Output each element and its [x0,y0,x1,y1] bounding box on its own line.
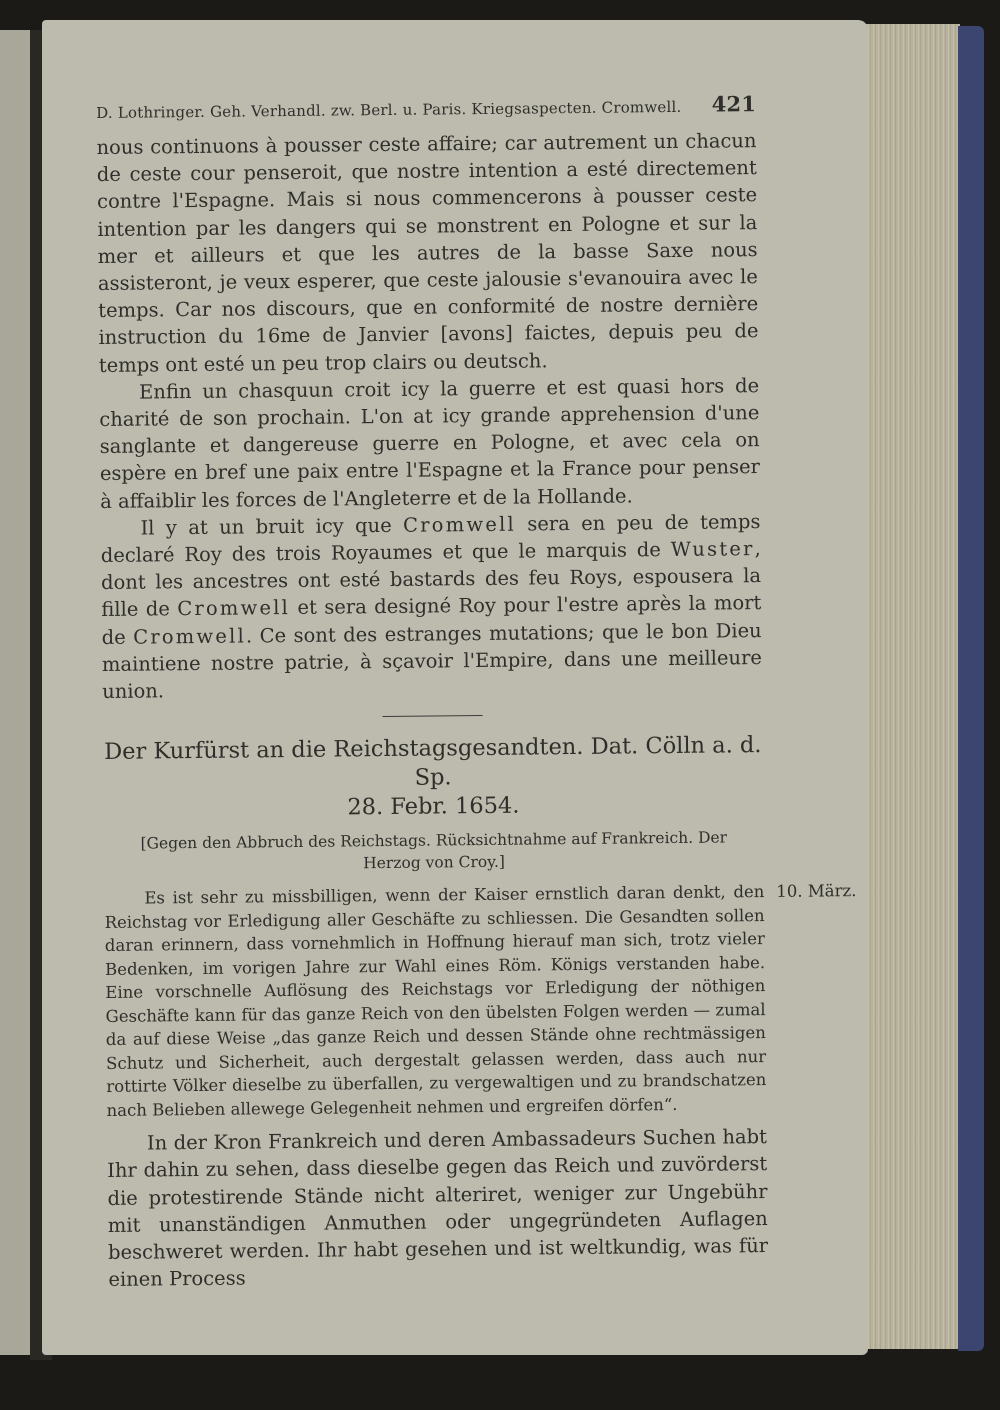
document-heading [103,731,764,825]
page-edges [852,24,960,1349]
quoted-document-text [107,1123,769,1293]
paragraph: Es ist sehr zu missbilligen, wenn der Kaiser ernstlich daran denkt, den Reichstag vor Erledigung aller Geschäfte zu schliessen. Die Gesandten sollen daran erinnern, dass vornehmlich in Hoffnung hierauf man sich, trotz vieler Bedenken, im vorigen Jahre zur Wahl eines Röm. Königs verstanden habe. Eine vorschnelle Auflösung des Reichstags vor Erledigung der nöthigen Geschäfte kann für das ganze Reich von den übelsten Folgen werden — zumal da auf diese Weise „das ganze Reich und dessen Stände ohne rechtmässigen Schutz und Sicherheit, auch dergestalt gelassen werden, dass auch nur rottirte Völker dieselbe zu überfallen, zu vergewaltigen und zu brandschatzen nach Belieben allewege Gelegenheit nehmen und ergreifen dörfen“. [104,882,767,1120]
summary-line: Herzog von Croy.] [363,853,505,873]
page-content [96,91,857,1293]
paragraph [100,508,762,705]
text-run: . Ce sont des estranges mutations; que le bon Dieu maintiene nostre patrie, à sçavoir l'Empire, dans une meilleure union. [101,618,763,704]
spaced-name: Wuster [670,537,755,562]
regest-text [104,880,857,1122]
document-summary [104,826,764,877]
paragraph: Enfin un chasquun croit icy la guerre et est quasi hors de charité de son prochain. L'on at icy grande apprehension d'une sanglante et dangereuse guerre en Pologne, et avec cela on espère en bref une paix entre l'Espagne et la France pour penser à affaiblir les forces de l'Angleterre et de la Hollande. [99,373,761,513]
paragraph: nous continuons à pousser ceste affaire; car autrement un chacun de ceste cour penseroit, que nostre intention a esté directement contre l'Espagne. Mais si nous commencerons à pousser ceste intention par les dangers qui se monstrent en Pologne et sur la mer et ailleurs et que les autres de la basse Saxe nous assisteront, je veux esperer, que ceste jalousie s'evanouira avec le temps. Car nos discours, que en conformité de nostre dernière instruction du 16me de Janvier [avons] faictes, depuis peu de temps ont esté un peu trop clairs ou deutsch. [96,129,759,377]
paragraph: In der Kron Frankreich und deren Ambassadeurs Suchen habt Ihr dahin zu sehen, dass dieselbe gegen das Reich und zuvörderst die protestirende Stände nicht alteriret, weniger zur Ungebühr mit unanständigen Anmuthen oder ungegründeten Auflagen beschweret werden. Ihr habt gesehen und ist weltkundig, was für einen Process [107,1125,769,1292]
facing-page-edge [0,30,32,1355]
french-letter-text [96,127,762,705]
spaced-name: Cromwell [402,512,516,537]
running-head-title: D. Lothringer. Geh. Verhandl. zw. Berl. u. Paris. Kriegsaspecten. Cromwell. [96,97,682,122]
page-number: 421 [711,91,757,117]
heading-line: Der Kurfürst an die Reichstagsgesandten. Dat. Cölln a. d. Sp. [104,732,762,791]
margin-date: 10. März. [776,881,857,902]
text-run: et sera designé Roy pour l'estre après la mort de [101,591,762,649]
text-run: sera en peu de temps declaré Roy des trois Royaumes et que le marquis de [100,509,761,568]
text-run: , dont les ancestres ont esté bastards des feu Roys, espousera la fille de [100,537,762,622]
summary-line: [Gegen den Abbruch des Reichstags. Rücksichtnahme auf Frankreich. Der [140,828,728,853]
spaced-name: Cromwell [133,624,247,649]
text-run: Il y at un bruit icy que [140,513,404,540]
section-divider [382,715,482,717]
book-cover [958,26,984,1351]
spaced-name: Cromwell [177,596,291,621]
heading-date: 28. Febr. 1654. [347,792,520,821]
